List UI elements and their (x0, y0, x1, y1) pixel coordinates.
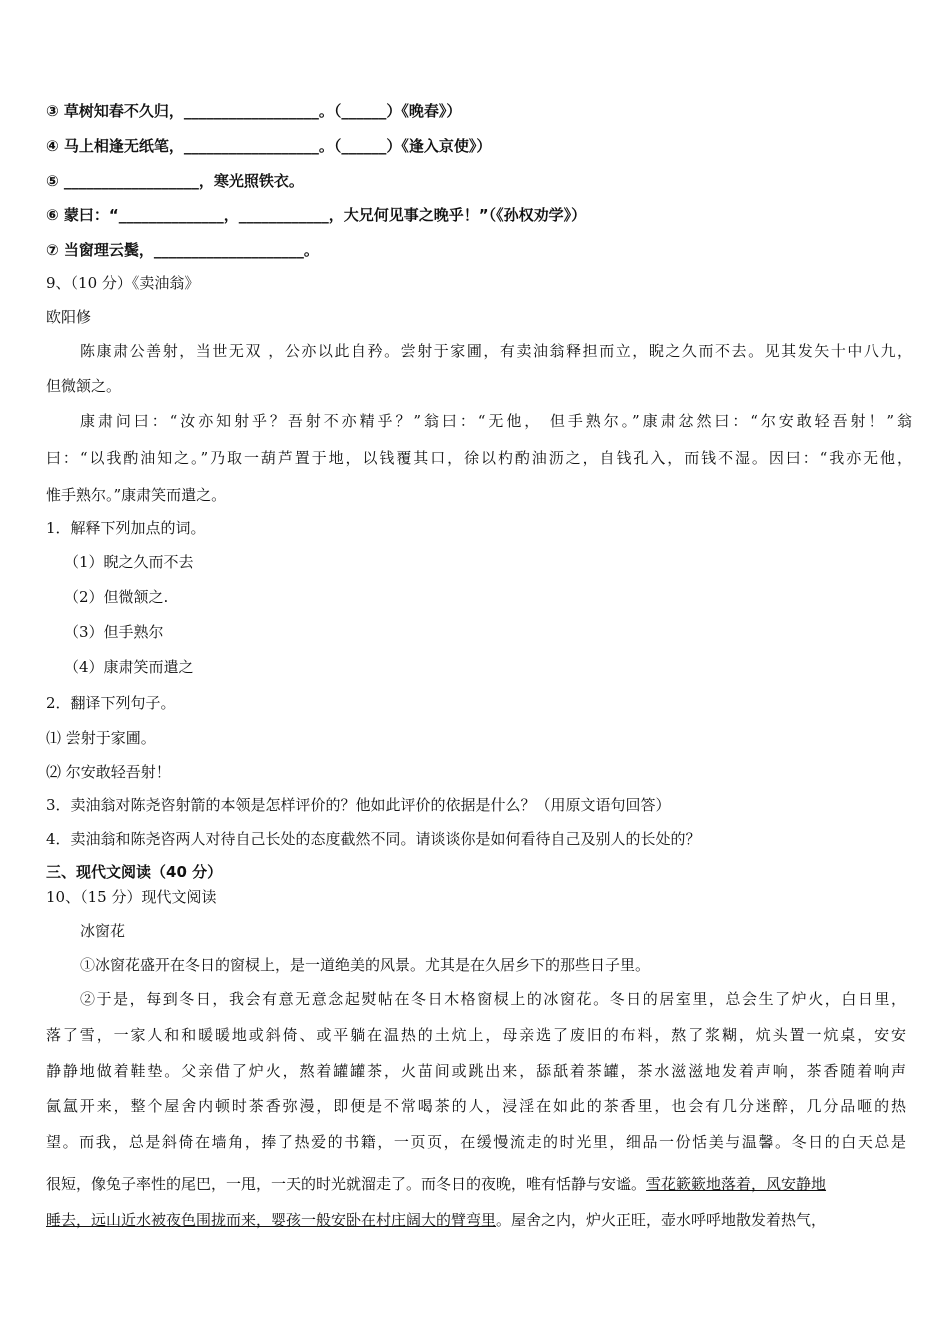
q9-q3: 3．卖油翁对陈尧咨射箭的本领是怎样评价的？他如此评价的依据是什么？（用原文语句回答） (46, 796, 671, 814)
q9-passage-line-1: 陈康肃公善射，当世无双 ，公亦以此自矜。尝射于家圃，有卖油翁释担而立，睨之久而不去。见其发矢十中八九， (80, 342, 912, 360)
q10-p2-line-1: ②于是，每到冬日，我会有意无意念起熨帖在冬日木格窗棂上的冰窗花。冬日的居室里，总会生了炉火，白日里， (80, 990, 906, 1008)
q10-underlined-sentence-start: 雪花簌簌地落着，风安静地 (646, 1175, 827, 1193)
q9-passage-line-2: 但微颔之。 (46, 377, 122, 395)
poetry-fill-4: ④ 马上相逢无纸笔，__________________。（______）《逢入京使》） (46, 137, 492, 155)
q10-paragraph-1: ①冰窗花盛开在冬日的窗棂上，是一道绝美的风景。尤其是在久居乡下的那些日子里。 (80, 956, 651, 974)
q9-author: 欧阳修 (46, 308, 92, 326)
q9-q2-item-2: ⑵ 尔安敢轻吾射！ (46, 763, 171, 781)
q9-q1-item-1: （1）睨之久而不去 (64, 553, 194, 571)
q9-q2: 2．翻译下列句子。 (46, 694, 176, 712)
q9-q1-item-4: （4）康肃笑而遣之 (64, 658, 194, 676)
q9-q4: 4．卖油翁和陈尧咨两人对待自己长处的态度截然不同。请谈谈你是如何看待自己及别人的长处的？ (46, 830, 701, 848)
q9-q1-item-2: （2）但微颔之. (64, 588, 169, 606)
q10-title: 冰窗花 (80, 922, 126, 940)
q9-q1-item-3: （3）但手熟尔 (64, 623, 164, 641)
q10-underlined-sentence-end: 睡去，远山近水被夜色围拢而来，婴孩一般安卧在村庄阔大的臂弯里 (46, 1211, 497, 1229)
poetry-fill-3: ③ 草树知春不久归，__________________。（______）《晚春》） (46, 102, 462, 120)
section-3-heading: 三、现代文阅读（40 分） (46, 863, 223, 881)
q10-p2-line-6-text: 很短，像兔子率性的尾巴，一甩，一天的时光就溜走了。而冬日的夜晚，唯有恬静与安谧。 (46, 1175, 647, 1193)
poetry-fill-5: ⑤ __________________，寒光照铁衣。 (46, 172, 304, 190)
q10-p2-line-2: 落了雪，一家人和和暖暖地或斜倚、或平躺在温热的土炕上，母亲选了废旧的布料，熬了浆糊，炕头置一炕桌，安安 (46, 1026, 906, 1044)
q10-p2-line-7 (46, 1210, 906, 1230)
q10-p2-line-7-rest: 。屋舍之内，炉火正旺，壶水呼呼地散发着热气， (496, 1211, 827, 1229)
q9-header: 9、（10 分）《卖油翁》 (46, 274, 200, 292)
q10-header: 10、（15 分）现代文阅读 (46, 888, 217, 906)
q10-p2-line-6 (46, 1174, 906, 1194)
q9-passage-line-4: 曰：“以我酌油知之。”乃取一葫芦置于地，以钱覆其口，徐以杓酌油沥之，自钱孔入，而钱不湿。因曰：“我亦无他， (46, 449, 912, 467)
q9-q1: 1．解释下列加点的词。 (46, 519, 206, 537)
q9-q2-item-1: ⑴ 尝射于家圃。 (46, 729, 156, 747)
poetry-fill-6: ⑥ 蒙曰：“______________，____________，大兄何见事之晚乎！”（《孙权劝学》） (46, 206, 587, 224)
q9-passage-line-3: 康肃问曰：“汝亦知射乎？吾射不亦精乎？”翁曰：“无他， 但手熟尔。”康肃忿然曰：“尔安敢轻吾射！”翁 (80, 412, 912, 430)
q9-passage-line-5: 惟手熟尔。”康肃笑而遣之。 (46, 486, 227, 504)
q10-p2-line-3: 静静地做着鞋垫。父亲借了炉火，熬着罐罐茶，火苗间或跳出来，舔舐着茶罐，茶水滋滋地发着声响，茶香随着响声 (46, 1062, 906, 1080)
poetry-fill-7: ⑦ 当窗理云鬓，____________________。 (46, 241, 319, 259)
q10-p2-line-4: 氤氲开来，整个屋舍内顿时茶香弥漫，即便是不常喝茶的人，浸淫在如此的茶香里，也会有几分迷醉，几分品咂的热 (46, 1097, 906, 1115)
q10-p2-line-5: 望。而我，总是斜倚在墙角，捧了热爱的书籍，一页页，在缓慢流走的时光里，细品一份恬美与温馨。冬日的白天总是 (46, 1133, 906, 1151)
